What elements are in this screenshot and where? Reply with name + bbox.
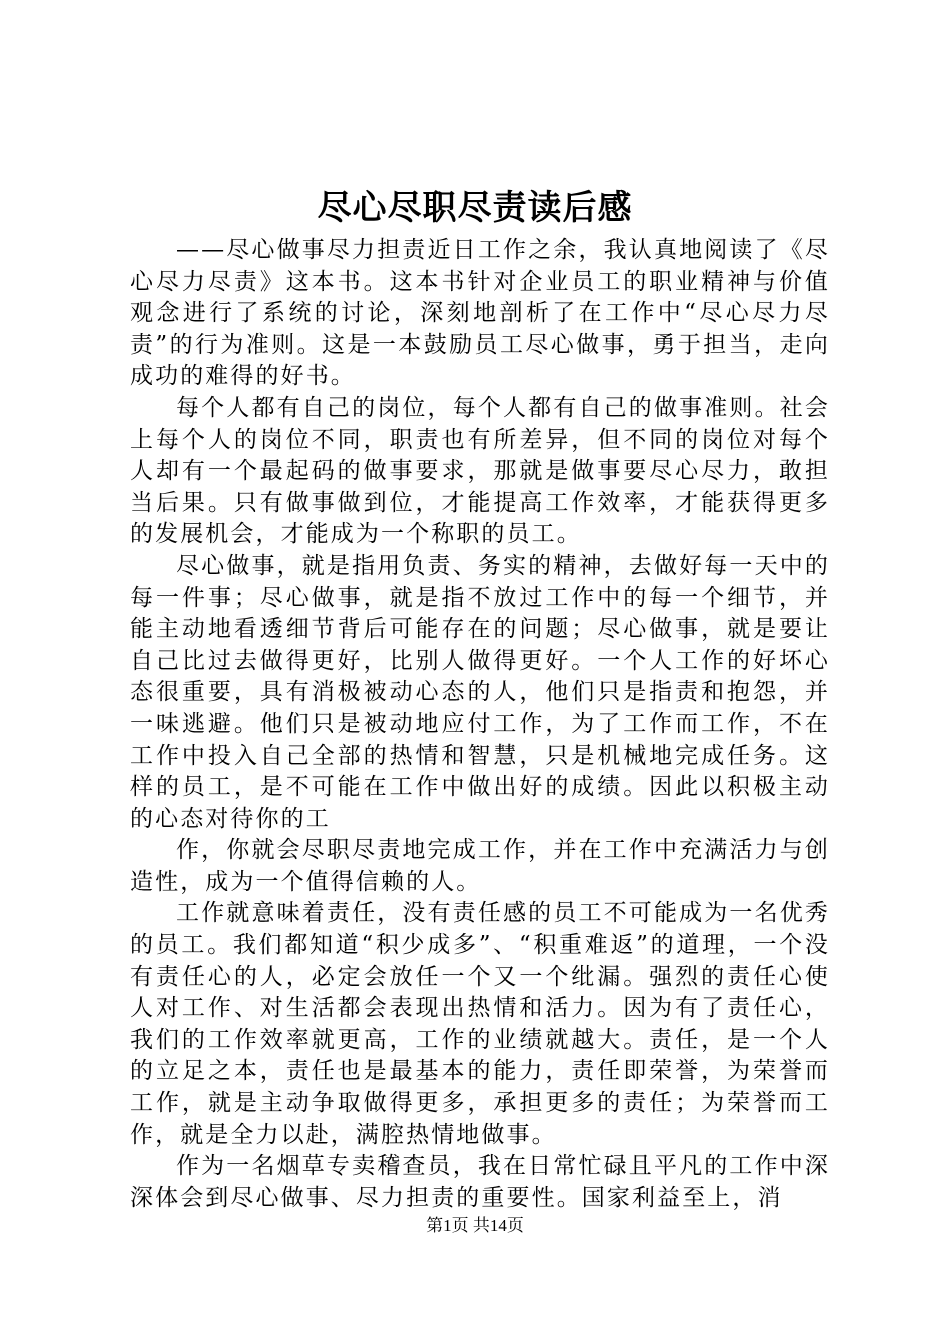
paragraph: ——尽心做事尽力担责近日工作之余，我认真地阅读了《尽心尽力尽责》这本书。这本书针对企业员工的职业精神与价值观念进行了系统的讨论，深刻地剖析了在工作中“尽心尽力尽责”的行为准则。这是一本鼓励员工尽心做事，勇于担当，走向成功的难得的好书。 bbox=[130, 237, 830, 390]
page-number-footer: 第1页 共14页 bbox=[426, 1216, 524, 1235]
paragraph: 作为一名烟草专卖稽查员，我在日常忙碌且平凡的工作中深深体会到尽心做事、尽力担责的重要性。国家利益至上，消 bbox=[130, 1153, 830, 1211]
document-title: 尽心尽职尽责读后感 bbox=[317, 188, 633, 228]
paragraph: 作，你就会尽职尽责地完成工作，并在工作中充满活力与创造性，成为一个值得信赖的人。 bbox=[130, 837, 830, 895]
paragraph: 工作就意味着责任，没有责任感的员工不可能成为一名优秀的员工。我们都知道“积少成多”、“积重难返”的道理，一个没有责任心的人，必定会放任一个又一个纰漏。强烈的责任心使人对工作、对生活都会表现出热情和活力。因为有了责任心，我们的工作效率就更高，工作的业绩就越大。责任，是一个人的立足之本，责任也是最基本的能力，责任即荣誉，为荣誉而工作，就是主动争取做得更多，承担更多的责任；为荣誉而工作，就是全力以赴，满腔热情地做事。 bbox=[130, 900, 830, 1148]
paragraph: 每个人都有自己的岗位，每个人都有自己的做事准则。社会上每个人的岗位不同，职责也有所差异，但不同的岗位对每个人却有一个最起码的做事要求，那就是做事要尽心尽力，敢担当后果。只有做事做到位，才能提高工作效率，才能获得更多的发展机会，才能成为一个称职的员工。 bbox=[130, 394, 830, 548]
document-body bbox=[130, 235, 830, 1214]
paragraph: 尽心做事，就是指用负责、务实的精神，去做好每一天中的每一件事；尽心做事，就是指不放过工作中的每一个细节，并能主动地看透细节背后可能存在的问题；尽心做事，就是要让自己比过去做得更好，比别人做得更好。一个人工作的好坏心态很重要，具有消极被动心态的人，他们只是指责和抱怨，并一味逃避。他们只是被动地应付工作，为了工作而工作，不在工作中投入自己全部的热情和智慧，只是机械地完成任务。这样的员工，是不可能在工作中做出好的成绩。因此以积极主动的心态对待你的工 bbox=[130, 552, 830, 832]
